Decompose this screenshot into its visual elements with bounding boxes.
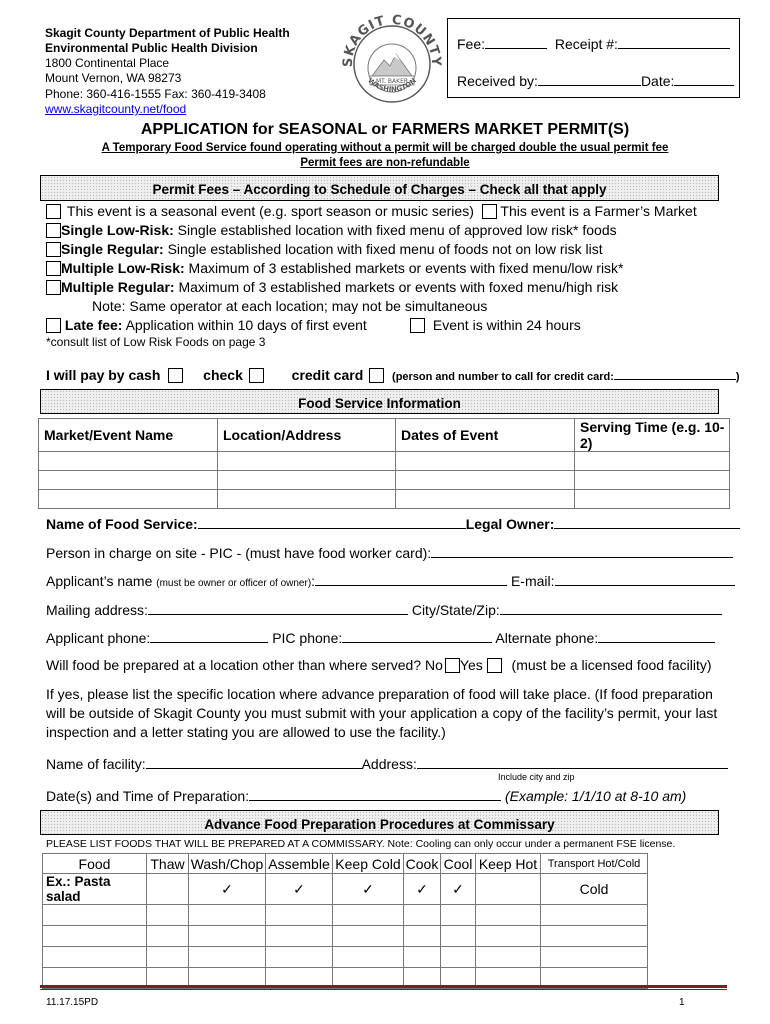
table-cell[interactable] (404, 905, 441, 926)
pic-phone-field[interactable] (342, 629, 492, 643)
phone-fax: Phone: 360-416-1555 Fax: 360-419-3408 (45, 87, 266, 101)
facility-address-field[interactable] (417, 755, 728, 769)
table-cell[interactable] (396, 452, 575, 471)
table-cell[interactable] (218, 452, 396, 471)
cash-checkbox[interactable] (168, 368, 183, 383)
table-cell[interactable] (441, 926, 476, 947)
table-cell[interactable] (218, 490, 396, 509)
farmers-market-label: This event is a Farmer’s Market (500, 203, 697, 219)
multiple-regular-checkbox[interactable] (46, 280, 61, 295)
date-label: Date: (640, 73, 675, 89)
table-row (39, 471, 730, 490)
table-cell[interactable] (147, 905, 189, 926)
prep-dates-label: Date(s) and Time of Preparation: (46, 788, 250, 804)
single-low-risk-label: Single Low-Risk: (61, 222, 174, 238)
table-cell[interactable] (333, 926, 404, 947)
column-header: Location/Address (218, 419, 396, 452)
column-header: Transport Hot/Cold (541, 854, 648, 874)
single-low-risk-text: Single established location with fixed menu of approved low risk* foods (173, 222, 617, 238)
permit-fees-heading: Permit Fees – According to Schedule of Charges – Check all that apply (152, 182, 607, 197)
table-cell[interactable] (147, 926, 189, 947)
check-checkbox[interactable] (249, 368, 264, 383)
advance-prep-heading: Advance Food Preparation Procedures at Commissary (204, 817, 555, 832)
column-header: Dates of Event (396, 419, 575, 452)
city-state-zip-field[interactable] (500, 601, 722, 615)
food-service-name-row (46, 515, 740, 532)
pic-field[interactable] (431, 544, 733, 558)
prepared-no-checkbox[interactable] (445, 658, 460, 673)
applicant-name-row (46, 572, 735, 589)
applicant-name-field[interactable] (315, 572, 507, 586)
website-link[interactable]: www.skagitcounty.net/food (45, 102, 187, 116)
table-cell[interactable] (575, 471, 730, 490)
form-code: 11.17.15PD (46, 997, 99, 1008)
table-cell[interactable] (266, 905, 333, 926)
table-cell[interactable] (147, 947, 189, 968)
table-cell[interactable] (43, 926, 147, 947)
receipt-label: Receipt #: (554, 36, 618, 52)
table-cell[interactable] (404, 947, 441, 968)
prepared-yes-checkbox[interactable] (487, 658, 502, 673)
column-header: Keep Hot (476, 854, 541, 874)
subtitle-warning: A Temporary Food Service found operating without a permit will be charged double the usual permit fee (101, 142, 669, 154)
footer-rule-thin (40, 989, 727, 990)
check-mark: ✓ (333, 874, 404, 905)
facility-address-label: Address: (361, 756, 417, 772)
food-service-heading: Food Service Information (298, 396, 461, 411)
table-cell[interactable] (396, 490, 575, 509)
single-low-risk-checkbox[interactable] (46, 223, 61, 238)
table-row (43, 926, 648, 947)
prepared-elsewhere-question: Will food be prepared at a location other than where served? No (46, 657, 443, 673)
address-line1: 1800 Continental Place (45, 56, 170, 70)
mailing-row (46, 601, 722, 618)
check-label: check (203, 367, 243, 383)
alternate-phone-label: Alternate phone: (495, 630, 599, 646)
credit-card-label: credit card (291, 367, 364, 383)
applicant-name-colon: : (311, 573, 316, 589)
food-service-heading-box (40, 389, 719, 414)
example-food-cell: Ex.: Pasta salad (43, 874, 147, 905)
within-24-hours-checkbox[interactable] (410, 318, 425, 333)
single-regular-row (46, 241, 603, 257)
column-header: Cook (404, 854, 441, 874)
column-header: Wash/Chop (189, 854, 266, 874)
same-operator-note: Note: Same operator at each location; may not be simultaneous (92, 298, 488, 314)
table-cell[interactable] (575, 452, 730, 471)
prep-dates-field[interactable] (249, 787, 501, 801)
column-header: Thaw (147, 854, 189, 874)
mailing-address-field[interactable] (148, 601, 408, 615)
example-row (43, 874, 648, 905)
table-cell[interactable] (333, 947, 404, 968)
seasonal-label: This event is a seasonal event (e.g. sport season or music series) (66, 203, 474, 219)
column-header: Keep Cold (333, 854, 404, 874)
food-service-table (38, 418, 730, 509)
multiple-low-risk-label: Multiple Low-Risk: (61, 260, 185, 276)
multiple-low-risk-row (46, 260, 624, 276)
email-field[interactable] (555, 572, 735, 586)
page-title: APPLICATION for SEASONAL or FARMERS MARKET PERMIT(S) (140, 121, 630, 138)
subtitle-nonrefundable: Permit fees are non-refundable (300, 157, 470, 169)
table-cell[interactable] (575, 490, 730, 509)
received-by-field[interactable] (538, 72, 641, 86)
page-number: 1 (679, 997, 685, 1008)
table-cell[interactable] (218, 471, 396, 490)
receipt-field[interactable] (618, 35, 730, 49)
table-cell[interactable] (476, 926, 541, 947)
table-cell[interactable] (39, 471, 218, 490)
low-risk-consult-note: *consult list of Low Risk Foods on page 3 (46, 335, 266, 349)
county-seal-logo (338, 12, 446, 104)
farmers-market-checkbox[interactable] (482, 204, 497, 219)
single-regular-text: Single established location with fixed menu of foods not on low risk list (163, 241, 603, 257)
applicant-name-label: Applicant’s name (46, 573, 153, 589)
svg-text:WASHINGTON: WASHINGTON (366, 76, 418, 94)
check-mark: ✓ (404, 874, 441, 905)
table-cell[interactable] (39, 452, 218, 471)
credit-card-checkbox[interactable] (369, 368, 384, 383)
phones-row (46, 629, 715, 646)
org-division: Environmental Public Health Division (45, 41, 258, 55)
pic-label: Person in charge on site - PIC - (must have food worker card): (46, 545, 432, 561)
table-cell[interactable] (189, 905, 266, 926)
single-regular-checkbox[interactable] (46, 242, 61, 257)
late-fee-text: Application within 10 days of first event (122, 317, 367, 333)
table-cell[interactable] (266, 947, 333, 968)
seasonal-row (46, 203, 697, 219)
table-row (39, 490, 730, 509)
pic-row (46, 544, 733, 561)
multiple-low-risk-checkbox[interactable] (46, 261, 61, 276)
table-cell[interactable] (333, 905, 404, 926)
svg-text:SKAGIT COUNTY: SKAGIT COUNTY (340, 12, 444, 68)
table-cell (147, 874, 189, 905)
legal-owner-label: Legal Owner: (465, 516, 555, 532)
applicant-phone-field[interactable] (150, 629, 268, 643)
late-fee-checkbox[interactable] (46, 318, 61, 333)
fee-field[interactable] (485, 35, 547, 49)
column-header: Assemble (266, 854, 333, 874)
org-name: Skagit County Department of Public Health (45, 26, 290, 40)
table-cell[interactable] (189, 947, 266, 968)
applicant-phone-label: Applicant phone: (46, 630, 151, 646)
check-mark: ✓ (441, 874, 476, 905)
date-field[interactable] (674, 72, 734, 86)
table-cell[interactable] (476, 947, 541, 968)
address-line2: Mount Vernon, WA 98273 (45, 71, 182, 85)
mailing-address-label: Mailing address: (46, 602, 148, 618)
food-service-name-field[interactable] (198, 515, 466, 529)
if-yes-instructions: If yes, please list the specific location where advance preparation of food will take place. (If food preparation will be outside of Skagit County you must submit with your application a copy of the facility’s permit, your last inspection and a letter stating you are allowed to use the facility.) (46, 686, 718, 740)
legal-owner-field[interactable] (554, 515, 740, 529)
pic-phone-label: PIC phone: (272, 630, 343, 646)
multiple-regular-label: Multiple Regular: (61, 279, 175, 295)
svg-text:MT. BAKER: MT. BAKER (375, 78, 409, 85)
table-cell[interactable] (266, 926, 333, 947)
table-cell[interactable] (404, 926, 441, 947)
table-cell (476, 874, 541, 905)
table-header-row (39, 419, 730, 452)
table-header-row (43, 854, 648, 874)
credit-contact-label: (person and number to call for credit card: (392, 371, 614, 383)
advance-prep-table (42, 853, 648, 989)
city-state-zip-label: City/State/Zip: (411, 602, 500, 618)
check-mark: ✓ (266, 874, 333, 905)
prep-dates-example: (Example: 1/1/10 at 8-10 am) (505, 788, 687, 804)
late-fee-row (46, 317, 367, 333)
table-cell[interactable] (43, 947, 147, 968)
column-header: Cool (441, 854, 476, 874)
prepared-elsewhere-row (46, 657, 712, 673)
payment-row (46, 367, 740, 383)
table-cell[interactable] (39, 490, 218, 509)
table-row (43, 947, 648, 968)
received-by-label: Received by: (457, 73, 538, 89)
permit-fees-heading-box (40, 175, 719, 201)
prep-dates-row (46, 787, 686, 804)
facility-name-label: Name of facility: (46, 756, 146, 772)
office-use-fee-box (447, 18, 740, 98)
late-fee-label: Late fee: (64, 317, 123, 333)
table-cell[interactable] (476, 905, 541, 926)
commissary-note: PLEASE LIST FOODS THAT WILL BE PREPARED AT A COMMISSARY. Note: Cooling can only occur under a permanent FSE license. (46, 838, 676, 850)
multiple-low-risk-text: Maximum of 3 established markets or events with fixed menu/low risk* (184, 260, 624, 276)
multiple-regular-row (46, 279, 618, 295)
within-24-hours-label: Event is within 24 hours (432, 317, 581, 333)
check-mark: ✓ (189, 874, 266, 905)
single-regular-label: Single Regular: (61, 241, 164, 257)
table-cell[interactable] (43, 905, 147, 926)
alternate-phone-field[interactable] (598, 629, 715, 643)
table-cell: Cold (541, 874, 648, 905)
credit-contact-close: ) (735, 371, 740, 383)
email-label: E-mail: (510, 573, 555, 589)
single-low-risk-row (46, 222, 617, 238)
credit-contact-field[interactable] (614, 368, 736, 380)
column-header: Market/Event Name (39, 419, 218, 452)
pay-cash-label: I will pay by cash (46, 367, 161, 383)
table-cell[interactable] (541, 947, 648, 968)
column-header: Serving Time (e.g. 10-2) (575, 419, 730, 452)
facility-row (46, 755, 728, 772)
licensed-facility-note: (must be a licensed food facility) (511, 657, 712, 673)
table-cell[interactable] (541, 926, 648, 947)
footer-rule (40, 985, 727, 988)
seasonal-checkbox[interactable] (46, 204, 61, 219)
prepared-yes-label: Yes (459, 657, 483, 673)
table-cell[interactable] (189, 926, 266, 947)
table-row (43, 905, 648, 926)
table-cell[interactable] (441, 905, 476, 926)
table-row (39, 452, 730, 471)
table-cell[interactable] (441, 947, 476, 968)
table-cell[interactable] (541, 905, 648, 926)
column-header: Food (43, 854, 147, 874)
include-city-zip-note: Include city and zip (498, 772, 575, 782)
food-service-name-label: Name of Food Service: (46, 516, 198, 532)
table-cell[interactable] (396, 471, 575, 490)
multiple-regular-text: Maximum of 3 established markets or events with foxed menu/high risk (174, 279, 619, 295)
within-24-row (410, 317, 581, 333)
applicant-name-note: (must be owner or officer of owner) (156, 578, 312, 589)
facility-name-field[interactable] (146, 755, 362, 769)
advance-prep-heading-box (40, 810, 719, 835)
fee-label: Fee: (457, 36, 486, 52)
